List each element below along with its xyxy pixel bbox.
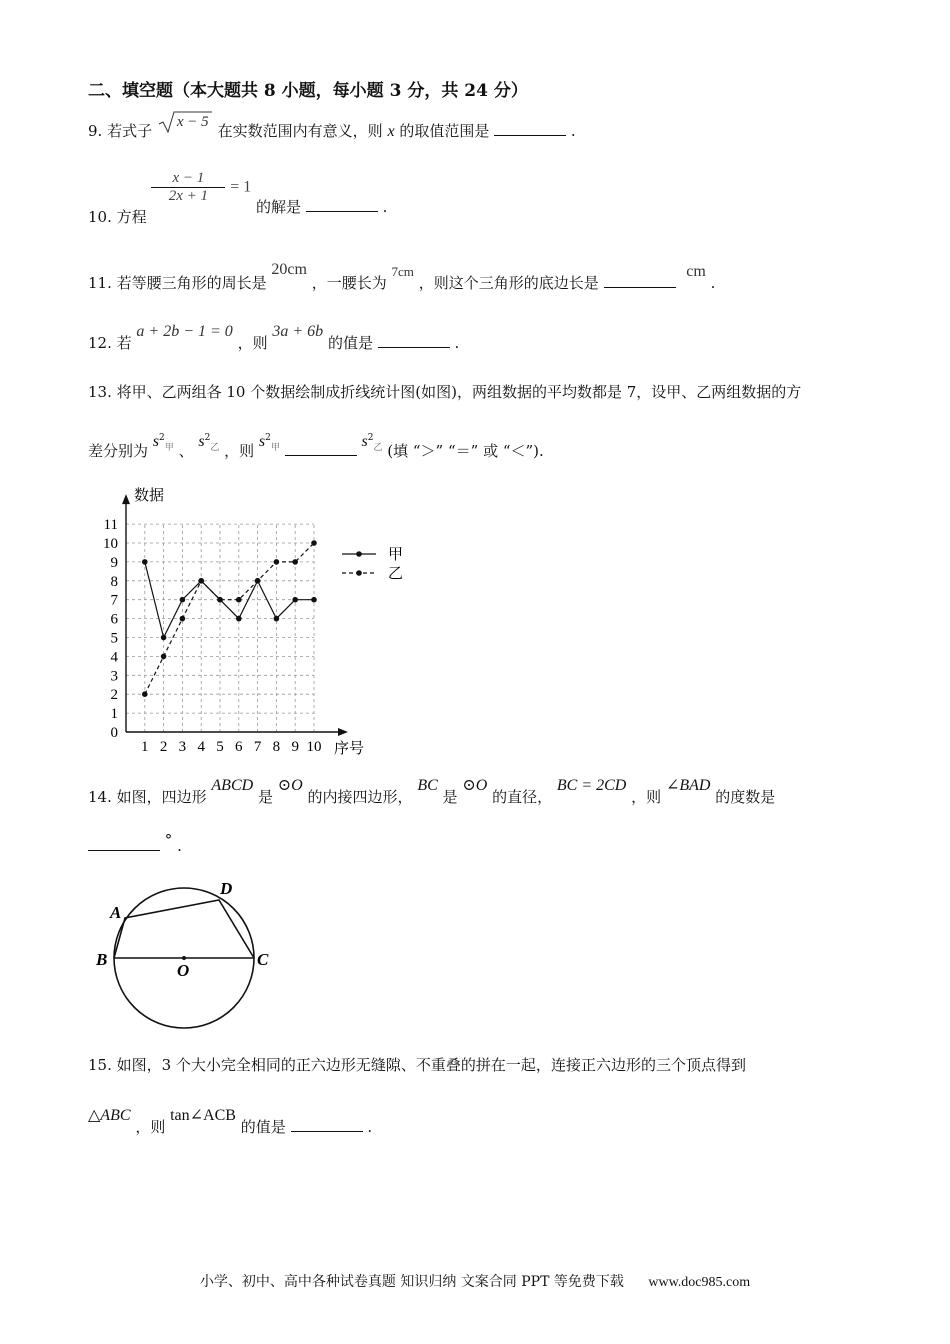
separator: 、 [178, 442, 194, 460]
variance-yi-2 [361, 432, 387, 453]
subscript-jia: 甲 [164, 443, 174, 453]
q12-text: 12. 若 [88, 334, 132, 352]
superscript: 2 [367, 433, 374, 443]
answer-blank-14[interactable] [88, 836, 160, 851]
q14-text-mid3: ，则 [631, 788, 662, 806]
data-point [161, 635, 167, 641]
q13-text-post: (填 “＞” “＝” 或 “＜”). [387, 442, 544, 460]
q12-end: . [454, 334, 460, 352]
q15-end: . [367, 1118, 373, 1136]
superscript: 2 [265, 433, 271, 443]
data-point [142, 559, 148, 565]
circle-figure [88, 872, 288, 1037]
answer-blank-13[interactable] [285, 441, 357, 456]
data-point [292, 597, 298, 603]
y-axis-arrow-icon [122, 494, 130, 504]
variance-symbol: s [361, 433, 368, 450]
x-tick-label: 4 [197, 739, 205, 755]
y-tick-label: 11 [103, 517, 118, 534]
label-a: A [110, 903, 122, 922]
y-tick-label: 8 [110, 573, 118, 590]
superscript: 2 [159, 433, 165, 443]
subscript-jia: 甲 [270, 443, 280, 453]
segment-bc: BC [417, 777, 438, 794]
question-13-line-2 [88, 433, 544, 463]
data-point [236, 597, 242, 603]
q12-text-mid: ，则 [237, 334, 268, 352]
question-13-line-1: 13. 将甲、乙两组各 10 个数据绘制成折线统计图(如图)，两组数据的平均数都是 7，设甲、乙两组数据的方 [88, 383, 802, 401]
q9-var: x [387, 123, 395, 140]
y-tick-label: 10 [103, 536, 118, 552]
data-point [311, 597, 317, 603]
legend-label: 乙 [388, 566, 404, 582]
question-14-answer [88, 831, 182, 855]
q10-text: 10. 方程 [88, 207, 147, 226]
variance-symbol: s [258, 433, 266, 450]
question-15-line-1: 15. 如图，3 个大小完全相同的正六边形无缝隙、不重叠的拼在一起，连接正六边形的三个顶点得到 [88, 1056, 746, 1074]
q11-text-mid: ，一腰长为 [311, 274, 387, 292]
subscript-yi: 乙 [210, 443, 220, 453]
q14-is2: 是 [442, 788, 458, 806]
unit-cm: cm [686, 263, 706, 280]
data-point [180, 616, 186, 622]
center-point [182, 956, 186, 960]
fraction [151, 170, 225, 205]
question-15-line-2 [88, 1107, 373, 1137]
sqrt-expression [157, 110, 213, 134]
radicand: x − 5 [176, 114, 209, 130]
label-c: C [257, 950, 269, 969]
data-point [142, 691, 148, 697]
data-point [198, 578, 204, 584]
leg-value: 7cm [391, 264, 414, 279]
question-10 [88, 170, 388, 226]
x-axis-arrow-icon [338, 728, 348, 736]
question-12 [88, 323, 460, 353]
q11-text: 11. 若等腰三角形的周长是 [88, 274, 267, 292]
q11-text-post: ，则这个三角形的底边长是 [418, 274, 599, 292]
y-tick-label: 3 [110, 668, 118, 685]
q14-is: 是 [257, 788, 273, 806]
q9-text: 9. 若式子 [88, 122, 153, 140]
q10-text-post: 的解是 [256, 197, 302, 216]
numerator: x − 1 [151, 170, 225, 188]
data-point [311, 540, 317, 546]
x-axis-label: 序号 [334, 741, 365, 757]
label-d: D [220, 879, 233, 898]
q9-text-post: 的取值范围是 [399, 122, 490, 140]
y-tick-label: 7 [110, 592, 118, 609]
circle-o: ⊙O [277, 777, 303, 794]
superscript: 2 [204, 433, 211, 443]
section-title: 二、填空题（本大题共 8 小题，每小题 3 分，共 24 分） [88, 81, 528, 101]
q14-text-mid1: 的内接四边形， [307, 788, 413, 806]
perimeter-value: 20cm [271, 261, 307, 278]
variance-symbol: s [198, 433, 205, 450]
question-11 [88, 261, 716, 293]
denominator: 2x + 1 [168, 188, 209, 204]
x-tick-label: 7 [253, 739, 262, 755]
data-point [292, 559, 298, 565]
y-tick-label: 0 [110, 725, 118, 741]
variance-yi [198, 432, 224, 453]
subscript-yi: 乙 [373, 443, 383, 453]
q10-end: . [382, 197, 388, 216]
line-chart [80, 478, 420, 758]
x-tick-label: 2 [159, 739, 168, 755]
label-b: B [96, 950, 108, 969]
q9-end: . [570, 122, 576, 140]
footer-link[interactable]: www.doc985.com [648, 1275, 751, 1290]
footer-text: 小学、初中、高中各种试卷真题 知识归纳 文案合同 PPT 等免费下载 [199, 1274, 624, 1290]
data-point [236, 616, 242, 622]
q12-text-post: 的值是 [327, 334, 373, 352]
q12-equation: a + 2b − 1 = 0 [136, 323, 233, 340]
q12-expression: 3a + 6b [272, 323, 324, 340]
q14-text-mid2: 的直径， [492, 788, 553, 806]
condition: BC = 2CD [556, 777, 627, 794]
answer-blank-11[interactable] [604, 273, 676, 288]
quad-abcd: ABCD [211, 777, 254, 794]
degree-sign: ° [164, 831, 173, 849]
data-point [161, 654, 167, 660]
answer-blank-10[interactable] [306, 197, 378, 212]
x-tick-label: 5 [216, 739, 224, 755]
q14-text: 14. 如图，四边形 [88, 788, 207, 806]
y-tick-label: 4 [110, 649, 118, 666]
footer [0, 1271, 950, 1291]
x-tick-label: 1 [141, 739, 149, 755]
data-point [217, 597, 223, 603]
q10-rhs: = 1 [230, 178, 252, 196]
y-axis-label: 数据 [134, 488, 165, 505]
legend-marker [356, 570, 362, 576]
legend-marker [356, 551, 362, 557]
q14-end: . [177, 837, 182, 855]
q15-text-mid: ，则 [135, 1118, 166, 1136]
x-tick-label: 3 [178, 739, 187, 755]
data-point [274, 559, 280, 565]
y-tick-label: 6 [110, 611, 118, 628]
angle-bad: ∠BAD [665, 777, 711, 794]
label-o: O [177, 961, 190, 980]
y-tick-label: 2 [110, 687, 118, 704]
variance-symbol: s [152, 433, 160, 450]
x-tick-label: 8 [272, 739, 281, 755]
y-tick-label: 5 [110, 630, 118, 647]
data-point [274, 616, 280, 622]
q9-text-mid: 在实数范围内有意义，则 [217, 122, 383, 140]
q14-text-post: 的度数是 [715, 788, 776, 806]
q15-text-post: 的值是 [240, 1118, 286, 1136]
x-tick-label: 9 [291, 739, 299, 755]
y-tick-label: 1 [110, 706, 118, 723]
circle-o-2: ⊙O [462, 777, 488, 794]
answer-blank-12[interactable] [378, 333, 450, 348]
question-9 [88, 114, 576, 144]
x-tick-label: 10 [306, 739, 322, 755]
answer-blank-15[interactable] [291, 1117, 363, 1132]
y-tick-label: 9 [110, 554, 118, 571]
data-point [180, 597, 186, 603]
legend-label: 甲 [388, 547, 404, 563]
answer-blank-9[interactable] [494, 121, 566, 136]
data-point [255, 578, 261, 584]
q13-text-mid: ，则 [224, 442, 255, 460]
x-tick-label: 6 [235, 739, 243, 755]
tan-expression: tan∠ACB [170, 1107, 236, 1124]
variance-jia-2 [258, 432, 285, 453]
q11-end: . [710, 274, 716, 292]
variance-jia [152, 432, 179, 453]
question-14 [88, 777, 776, 807]
triangle-abc: △ABC [88, 1107, 131, 1124]
q13-text: 差分别为 [88, 442, 149, 460]
